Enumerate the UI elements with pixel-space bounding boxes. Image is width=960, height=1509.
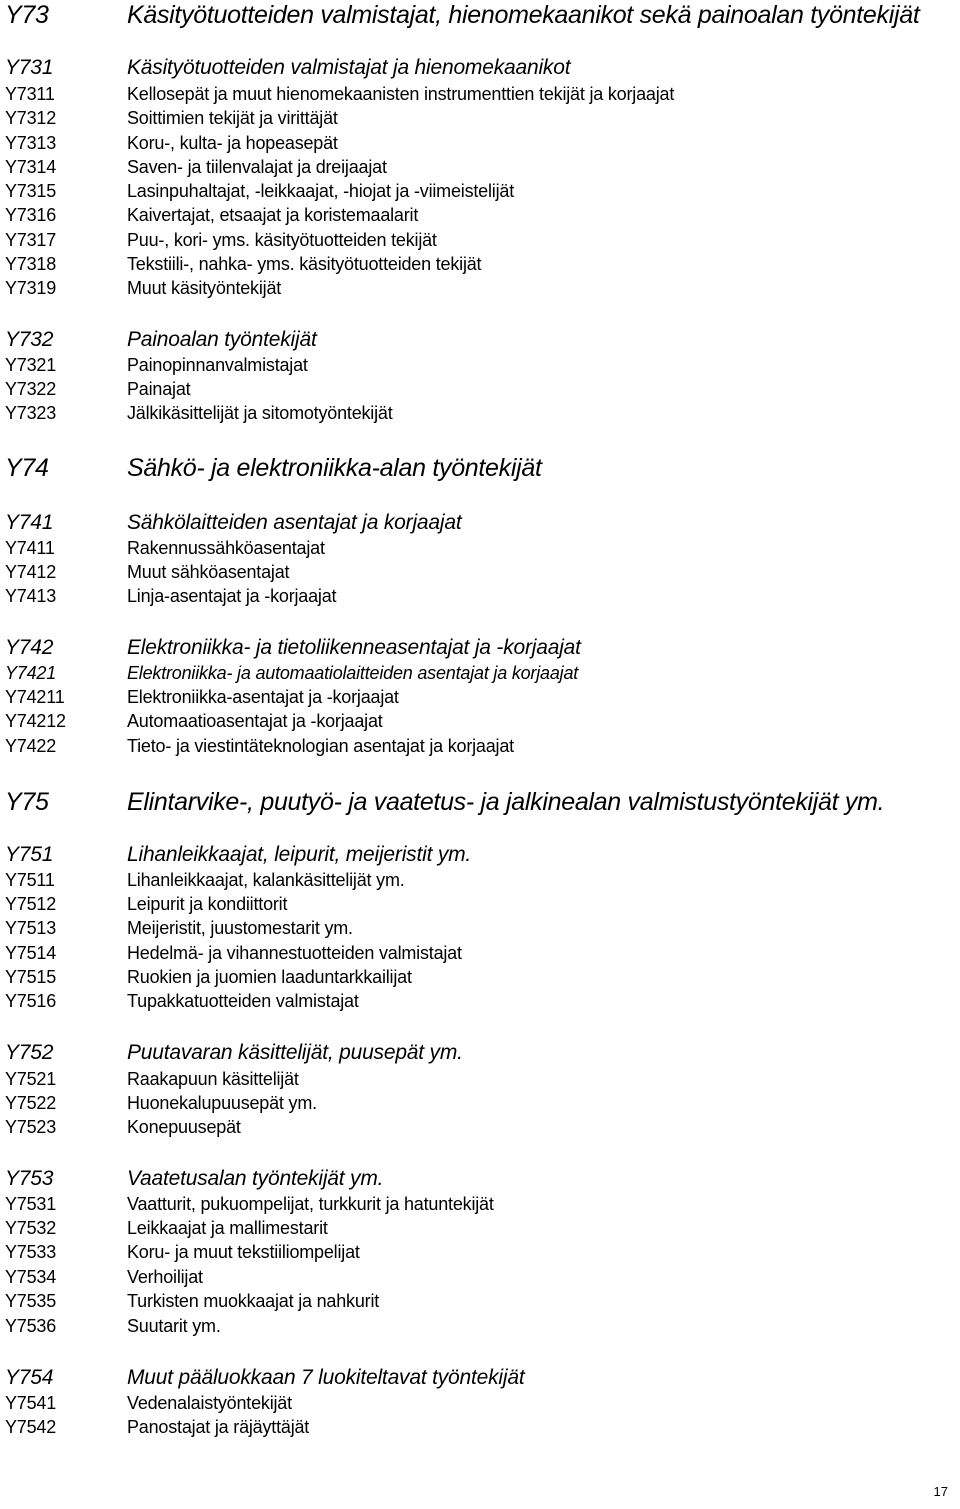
classification-code: Y7531	[5, 1194, 57, 1214]
classification-label: Muut sähköasentajat	[127, 562, 290, 582]
classification-code: Y7314	[5, 157, 57, 177]
classification-code: Y7311	[5, 84, 55, 104]
classification-code: Y7515	[5, 967, 57, 987]
classification-code: Y7411	[5, 538, 55, 558]
classification-code: Y7516	[5, 991, 57, 1011]
classification-label: Elektroniikka-asentajat ja -korjaajat	[127, 687, 399, 707]
classification-code: Y732	[5, 328, 54, 351]
classification-label: Koru-, kulta- ja hopeasepät	[127, 133, 338, 153]
classification-label: Ruokien ja juomien laaduntarkkailijat	[127, 967, 412, 987]
classification-label: Saven- ja tiilenvalajat ja dreijaajat	[127, 157, 387, 177]
classification-label: Leipurit ja kondiittorit	[127, 894, 288, 914]
classification-label: Lihanleikkaajat, leipurit, meijeristit ym.	[127, 843, 472, 866]
classification-label: Panostajat ja räjäyttäjät	[127, 1417, 310, 1437]
classification-code: Y7534	[5, 1267, 57, 1287]
classification-label: Painopinnanvalmistajat	[127, 355, 308, 375]
classification-label: Tieto- ja viestintäteknologian asentajat ja korjaajat	[127, 736, 514, 756]
classification-label: Elektroniikka- ja automaatiolaitteiden asentajat ja korjaajat	[127, 663, 579, 683]
classification-label: Suutarit ym.	[127, 1316, 221, 1336]
classification-label: Verhoilijat	[127, 1267, 203, 1287]
classification-code: Y7533	[5, 1242, 57, 1262]
classification-code: Y7512	[5, 894, 57, 914]
classification-code: Y731	[5, 56, 54, 79]
classification-code: Y7522	[5, 1093, 57, 1113]
classification-code: Y7535	[5, 1291, 57, 1311]
classification-label: Sähkölaitteiden asentajat ja korjaajat	[127, 511, 462, 534]
classification-code: Y7312	[5, 108, 57, 128]
classification-label: Jälkikäsittelijät ja sitomotyöntekijät	[127, 403, 393, 423]
classification-code: Y7319	[5, 278, 57, 298]
classification-label: Elektroniikka- ja tietoliikenneasentajat ja -korjaajat	[127, 636, 581, 659]
classification-code: Y73	[5, 1, 49, 29]
classification-label: Turkisten muokkaajat ja nahkurit	[127, 1291, 380, 1311]
classification-label: Tupakkatuotteiden valmistajat	[127, 991, 359, 1011]
classification-label: Vaatturit, pukuompelijat, turkkurit ja hatuntekijät	[127, 1194, 494, 1214]
classification-label: Huonekalupuusepät ym.	[127, 1093, 317, 1113]
classification-code: Y7541	[5, 1393, 57, 1413]
classification-label: Painajat	[127, 379, 191, 399]
classification-label: Käsityötuotteiden valmistajat, hienomekaanikot sekä painoalan työntekijät	[127, 1, 920, 29]
classification-code: Y7413	[5, 586, 57, 606]
classification-code: Y7532	[5, 1218, 57, 1238]
classification-label: Koru- ja muut tekstiiliompelijat	[127, 1242, 360, 1262]
classification-label: Vaatetusalan työntekijät ym.	[127, 1167, 384, 1190]
classification-code: Y7511	[5, 870, 55, 890]
classification-code: Y7513	[5, 918, 57, 938]
classification-label: Hedelmä- ja vihannestuotteiden valmistajat	[127, 943, 462, 963]
classification-code: Y74212	[5, 711, 66, 731]
classification-code: Y7322	[5, 379, 57, 399]
classification-code: Y741	[5, 511, 54, 534]
classification-code: Y7422	[5, 736, 57, 756]
classification-label: Puutavaran käsittelijät, puusepät ym.	[127, 1041, 463, 1064]
classification-code: Y754	[5, 1366, 54, 1389]
classification-label: Automaatioasentajat ja -korjaajat	[127, 711, 383, 731]
classification-label: Vedenalaistyöntekijät	[127, 1393, 292, 1413]
classification-code: Y742	[5, 636, 54, 659]
classification-code: Y7321	[5, 355, 57, 375]
classification-code: Y7542	[5, 1417, 57, 1437]
classification-code: Y7313	[5, 133, 57, 153]
classification-label: Rakennussähköasentajat	[127, 538, 325, 558]
classification-code: Y7536	[5, 1316, 57, 1336]
classification-label: Meijeristit, juustomestarit ym.	[127, 918, 353, 938]
classification-label: Kellosepät ja muut hienomekaanisten instrumenttien tekijät ja korjaajat	[127, 84, 675, 104]
classification-code: Y753	[5, 1167, 54, 1190]
page-number: 17	[933, 1484, 948, 1499]
classification-label: Painoalan työntekijät	[127, 328, 317, 351]
classification-code: Y7521	[5, 1069, 57, 1089]
classification-code: Y7315	[5, 181, 57, 201]
classification-label: Raakapuun käsittelijät	[127, 1069, 299, 1089]
classification-code: Y7421	[5, 663, 57, 683]
classification-label: Muut pääluokkaan 7 luokiteltavat työntekijät	[127, 1366, 525, 1389]
classification-code: Y751	[5, 843, 54, 866]
classification-label: Lihanleikkaajat, kalankäsittelijät ym.	[127, 870, 405, 890]
classification-label: Sähkö- ja elektroniikka-alan työntekijät	[127, 454, 542, 482]
classification-code: Y7317	[5, 230, 57, 250]
classification-code: Y7514	[5, 943, 57, 963]
classification-label: Leikkaajat ja mallimestarit	[127, 1218, 328, 1238]
classification-code: Y7318	[5, 254, 57, 274]
classification-label: Kaivertajat, etsaajat ja koristemaalarit	[127, 205, 419, 225]
classification-code: Y7412	[5, 562, 57, 582]
classification-label: Soittimien tekijät ja virittäjät	[127, 108, 338, 128]
classification-code: Y7323	[5, 403, 57, 423]
classification-label: Tekstiili-, nahka- yms. käsityötuotteiden tekijät	[127, 254, 482, 274]
classification-label: Elintarvike-, puutyö- ja vaatetus- ja jalkinealan valmistustyöntekijät ym.	[127, 788, 885, 816]
classification-code: Y74211	[5, 687, 65, 707]
classification-code: Y752	[5, 1041, 54, 1064]
classification-label: Muut käsityöntekijät	[127, 278, 282, 298]
classification-code: Y7523	[5, 1117, 57, 1137]
classification-code: Y74	[5, 454, 49, 482]
classification-label: Konepuusepät	[127, 1117, 241, 1137]
classification-label: Käsityötuotteiden valmistajat ja hienomekaanikot	[127, 56, 571, 79]
classification-code: Y75	[5, 788, 49, 816]
classification-code: Y7316	[5, 205, 57, 225]
classification-label: Lasinpuhaltajat, -leikkaajat, -hiojat ja -viimeistelijät	[127, 181, 514, 201]
classification-label: Puu-, kori- yms. käsityötuotteiden tekijät	[127, 230, 437, 250]
classification-label: Linja-asentajat ja -korjaajat	[127, 586, 337, 606]
